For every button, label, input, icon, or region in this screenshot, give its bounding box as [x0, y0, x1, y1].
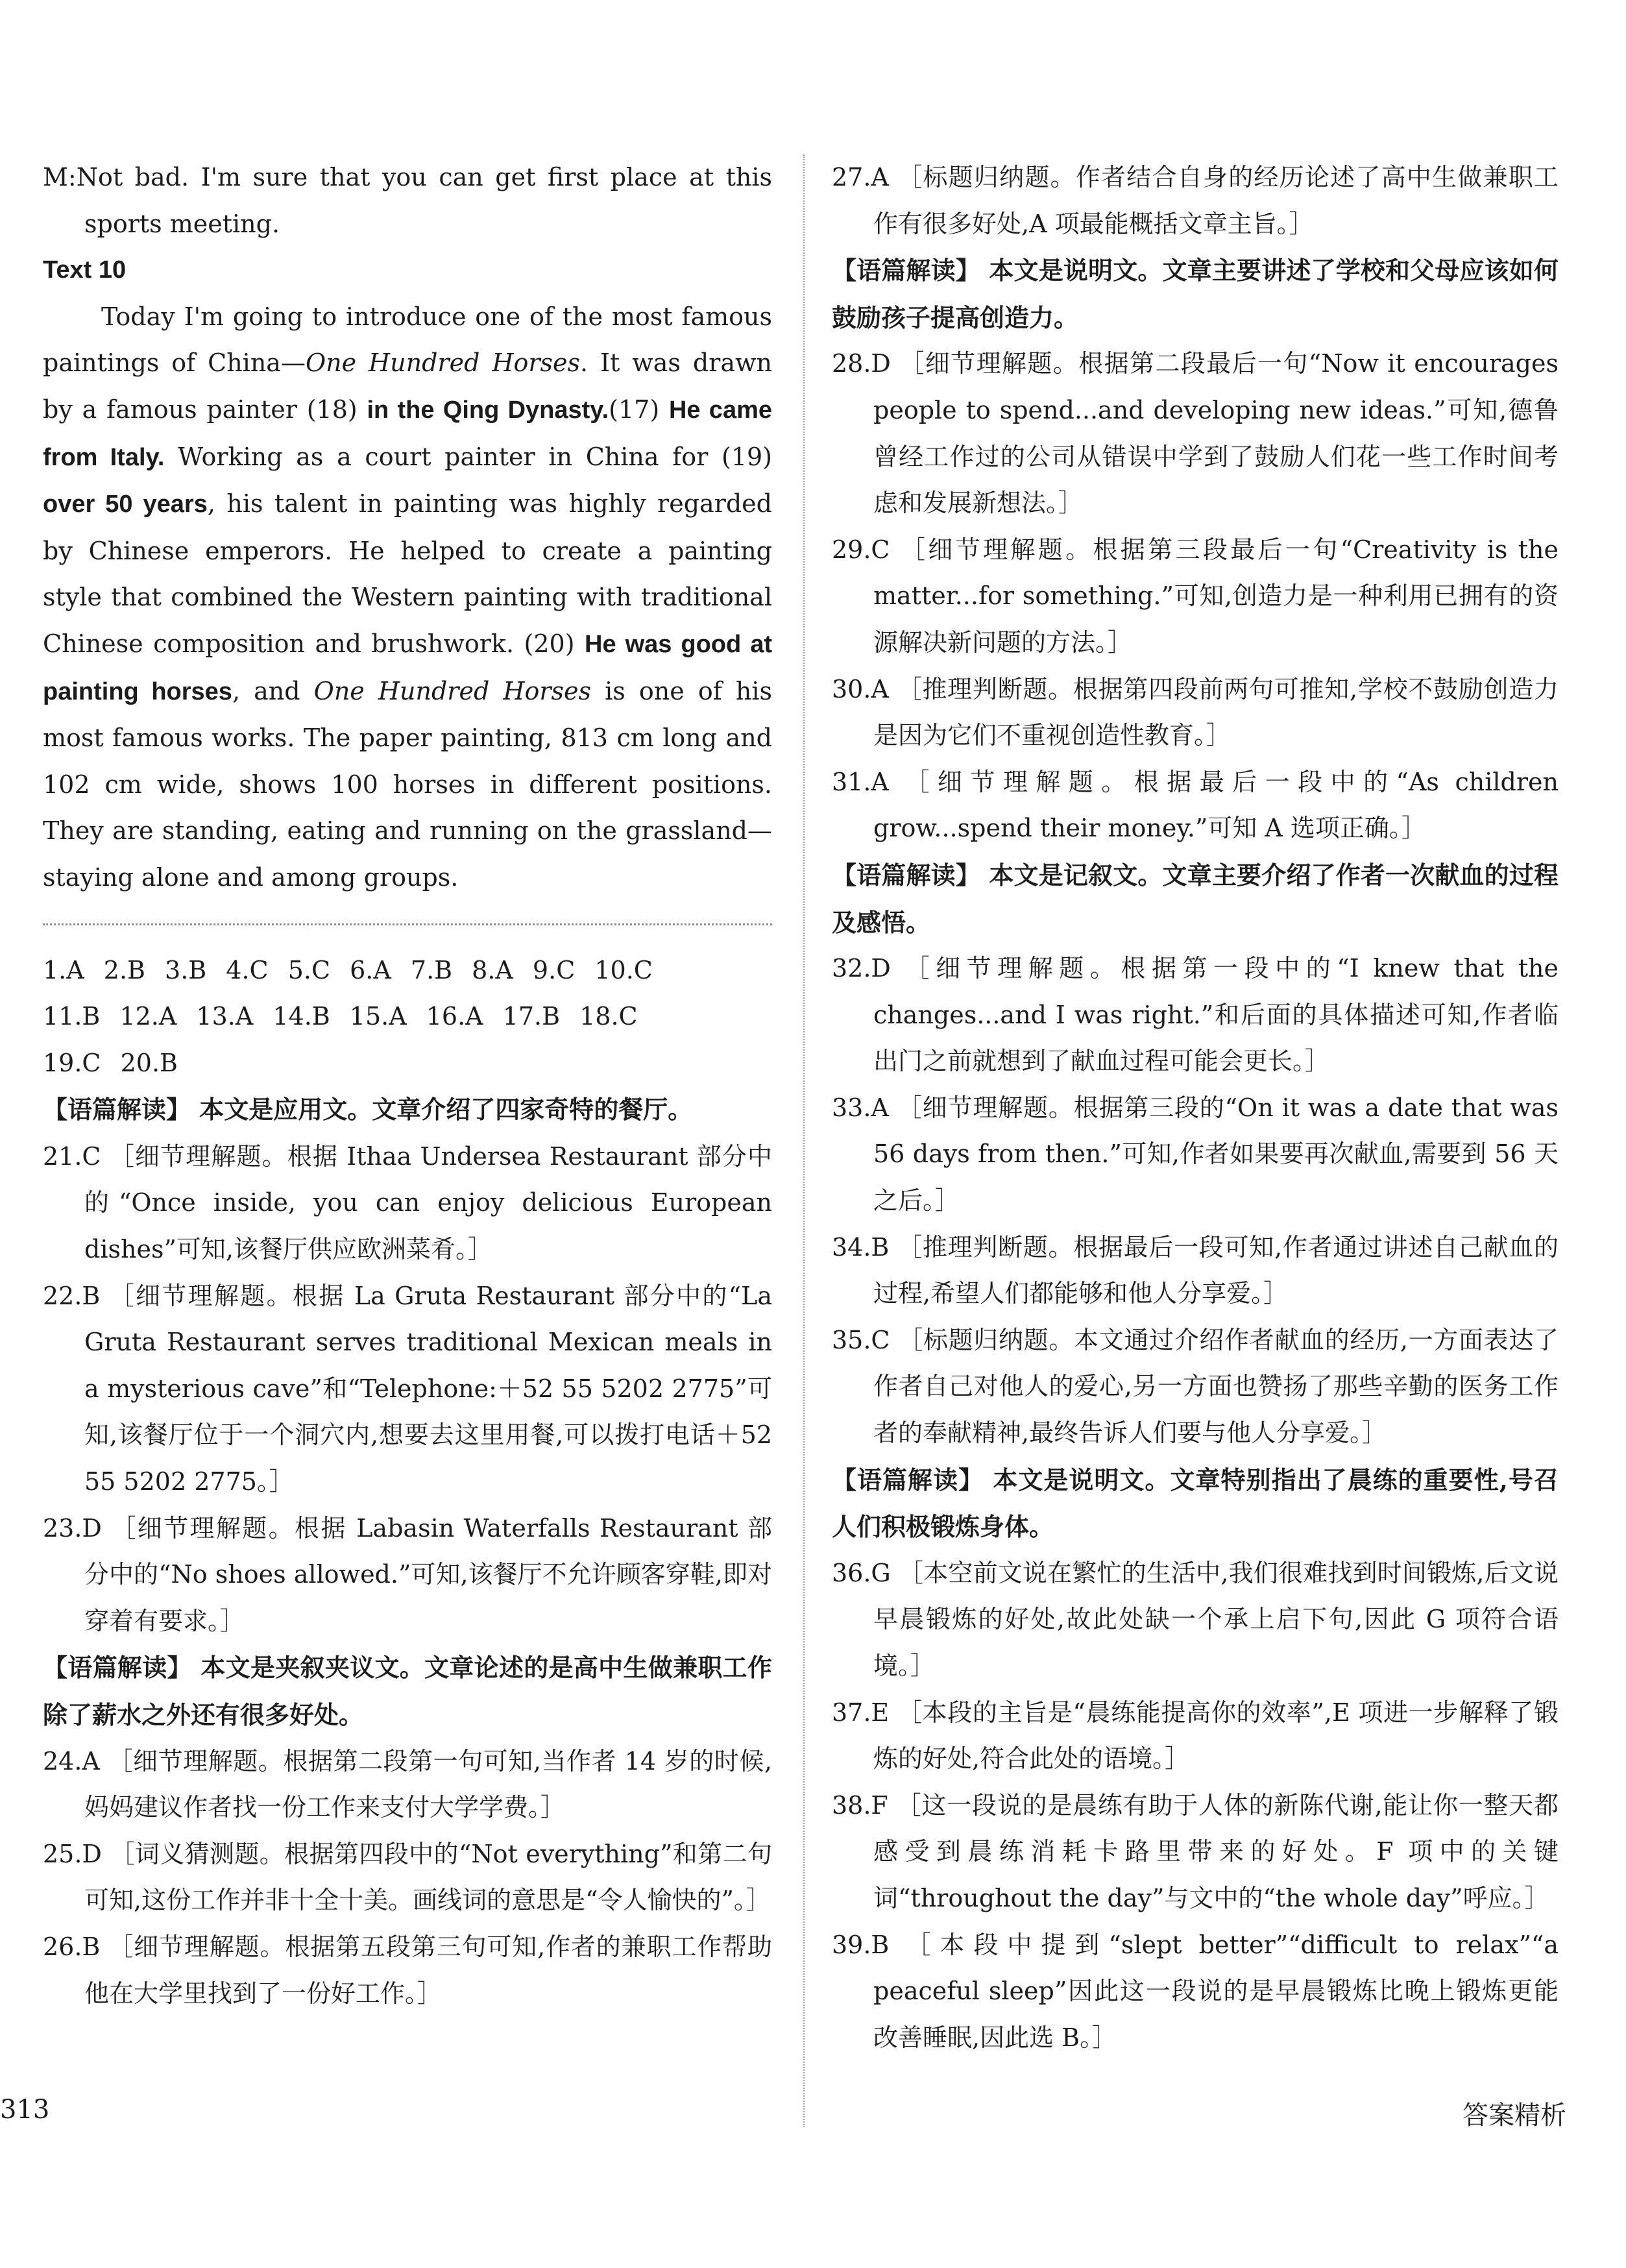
painting-title: One Hundred Horses — [305, 348, 581, 378]
answer-explanation: 35.C ［标题归纳题。本文通过介绍作者献血的经历,一方面表达了作者自己对他人的爱心,另一方面也赞扬了那些辛勤的医务工作者的奉献精神,最终告诉人们要与他人分享爱。］ — [832, 1325, 1559, 1448]
answer-explanation: 28.D ［细节理解题。根据第二段最后一句“Now it encourages people to spend...and developing new ideas.”可知,德鲁曾经工作过的公司从错误中学到了鼓励人们花一些工作时间考虑和发展新想法。］ — [832, 349, 1559, 518]
summary-text: 本文是记叙文。文章主要介绍了作者一次献血的过程及感悟。 — [832, 860, 1559, 937]
answer-explanation: 25.D ［词义猜测题。根据第四段中的“Not everything”和第二句可知,这份工作并非十全十美。画线词的意思是“令人愉快的”。］ — [43, 1839, 772, 1915]
section-label: 答案精析 — [1462, 2101, 1566, 2130]
column-divider — [803, 154, 805, 2127]
summary-tag: 【语篇解读】 — [43, 1095, 191, 1125]
dotted-separator — [43, 923, 772, 925]
answer-explanation: 36.G ［本空前文说在繁忙的生活中,我们很难找到时间锻炼,后文说早晨锻炼的好处,故此处缺一个承上启下句,因此 G 项符合语境。］ — [832, 1558, 1559, 1680]
summary-tag: 【语篇解读】 — [832, 1465, 984, 1494]
passage-segment: , his talent in painting was highly regarded by Chinese emperors. He helped to create a painting style that combined the Western painting with traditional Chinese composition and brushwork. (20) — [43, 489, 772, 658]
summary-text: 本文是说明文。文章主要讲述了学校和父母应该如何鼓励孩子提高创造力。 — [832, 256, 1559, 332]
answer-explanation: 21.C ［细节理解题。根据 Ithaa Undersea Restaurant 部分中的“Once inside, you can enjoy delicious European dishes”可知,该餐厅供应欧洲菜肴。］ — [43, 1141, 772, 1264]
summary-tag: 【语篇解读】 — [43, 1653, 192, 1683]
right-column — [832, 154, 1559, 2061]
answer-explanation: 32.D ［细节理解题。根据第一段中的“I knew that the changes...and I was right.”和后面的具体描述可知,作者临出门之前就想到了献血过程可能会更长。］ — [832, 954, 1559, 1076]
answer-17-text: He came from Italy. — [43, 396, 772, 471]
answer-19-text: over 50 years — [43, 491, 208, 518]
text-10-title: Text 10 — [43, 256, 127, 284]
passage-segment: . It was drawn by a famous painter (18) — [43, 348, 772, 424]
summary-text: 本文是说明文。文章特别指出了晨练的重要性,号召人们积极锻炼身体。 — [832, 1465, 1559, 1542]
summary-tag: 【语篇解读】 — [832, 256, 980, 286]
passage-segment: (17) — [609, 395, 669, 424]
answer-explanation: 29.C ［细节理解题。根据第三段最后一句“Creativity is the matter...for something.”可知,创造力是一种利用已拥有的资源解决新问题的方法。］ — [832, 535, 1559, 657]
summary-text: 本文是夹叙夹议文。文章论述的是高中生做兼职工作除了薪水之外还有很多好处。 — [43, 1653, 772, 1729]
answer-explanation: 37.E ［本段的主旨是“晨练能提高你的效率”,E 项进一步解释了锻炼的好处,符合此处的语境。］ — [832, 1698, 1559, 1774]
answer-explanation: 38.F ［这一段说的是晨练有助于人体的新陈代谢,能让你一整天都感受到晨练消耗卡路里带来的好处。F 项中的关键词“throughout the day”与文中的“the whole day”呼应。］ — [832, 1790, 1559, 1912]
summary-tag: 【语篇解读】 — [832, 860, 980, 890]
passage-summary — [43, 1644, 772, 1738]
passage-summary — [832, 1457, 1559, 1550]
answer-explanation: 39.B ［本段中提到“slept better”“difficult to relax”“a peaceful sleep”因此这一段说的是早晨锻炼比晚上锻炼更能改善睡眠,因此选 B。］ — [832, 1930, 1559, 2052]
passage-segment: Today I'm going to introduce one of the most famous paintings of China— — [43, 302, 772, 378]
answer-row: 11.B 12.A 13.A 14.B 15.A 16.A 17.B 18.C — [43, 1002, 638, 1031]
left-column — [43, 154, 772, 2017]
passage-summary — [832, 852, 1559, 945]
summary-text: 本文是应用文。文章介绍了四家奇特的餐厅。 — [199, 1095, 693, 1125]
page-number: 313 — [0, 2095, 50, 2125]
answer-row: 19.C 20.B — [43, 1048, 178, 1077]
answer-explanation: 30.A ［推理判断题。根据第四段前两句可推知,学校不鼓励创造力是因为它们不重视创造性教育。］ — [832, 674, 1559, 750]
passage-segment: , and — [232, 676, 314, 705]
answer-20-text: He was good at painting horses — [43, 630, 772, 705]
painting-title: One Hundred Horses — [313, 676, 592, 705]
answer-18-text: in the Qing Dynasty. — [367, 396, 609, 424]
answer-row: 1.A 2.B 3.B 4.C 5.C 6.A 7.B 8.A 9.C 10.C — [43, 955, 653, 984]
passage-segment: Working as a court painter in China for (19) — [164, 442, 772, 471]
answer-explanation: 22.B ［细节理解题。根据 La Gruta Restaurant 部分中的“La Gruta Restaurant serves traditional Mexican meals in a mysterious cave”和“Telephone:＋52 55 5202 2775”可知,该餐厅位于一个洞穴内,想要去这里用餐,可以拨打电话＋52 55 5202 2775。］ — [43, 1281, 772, 1496]
answer-explanation: 31.A ［细节理解题。根据最后一段中的“As children grow...spend their money.”可知 A 选项正确。］ — [832, 767, 1559, 843]
answer-explanation: 34.B ［推理判断题。根据最后一段可知,作者通过讲述自己献血的过程,希望人们都能够和他人分享爱。］ — [832, 1232, 1559, 1308]
right-explanations — [832, 154, 1559, 2061]
answer-explanation: 26.B ［细节理解题。根据第五段第三句可知,作者的兼职工作帮助他在大学里找到了一份好工作。］ — [43, 1932, 772, 2008]
passage-summary — [832, 247, 1559, 341]
left-explanations — [43, 1086, 772, 2017]
passage-segment: is one of his most famous works. The paper painting, 813 cm long and 102 cm wide, shows 100 horses in different positions. They are standing, eating and running on the grassland—staying alone and among groups. — [43, 676, 772, 892]
passage-paragraph — [43, 294, 772, 901]
answer-explanation: 27.A ［标题归纳题。作者结合自身的经历论述了高中生做兼职工作有很多好处,A 项最能概括文章主旨。］ — [832, 163, 1559, 238]
passage-summary — [43, 1086, 772, 1134]
dialogue-line-m: M:Not bad. I'm sure that you can get first place at this sports meeting. — [43, 163, 772, 238]
answer-explanation: 24.A ［细节理解题。根据第二段第一句可知,当作者 14 岁的时候,妈妈建议作者找一份工作来支付大学学费。］ — [43, 1746, 772, 1822]
answer-explanation: 23.D ［细节理解题。根据 Labasin Waterfalls Restaurant 部分中的“No shoes allowed.”可知,该餐厅不允许顾客穿鞋,即对穿着有要求。］ — [43, 1513, 772, 1635]
answer-explanation: 33.A ［细节理解题。根据第三段的“On it was a date that was 56 days from then.”可知,作者如果要再次献血,需要到 56 天之后。］ — [832, 1093, 1559, 1215]
